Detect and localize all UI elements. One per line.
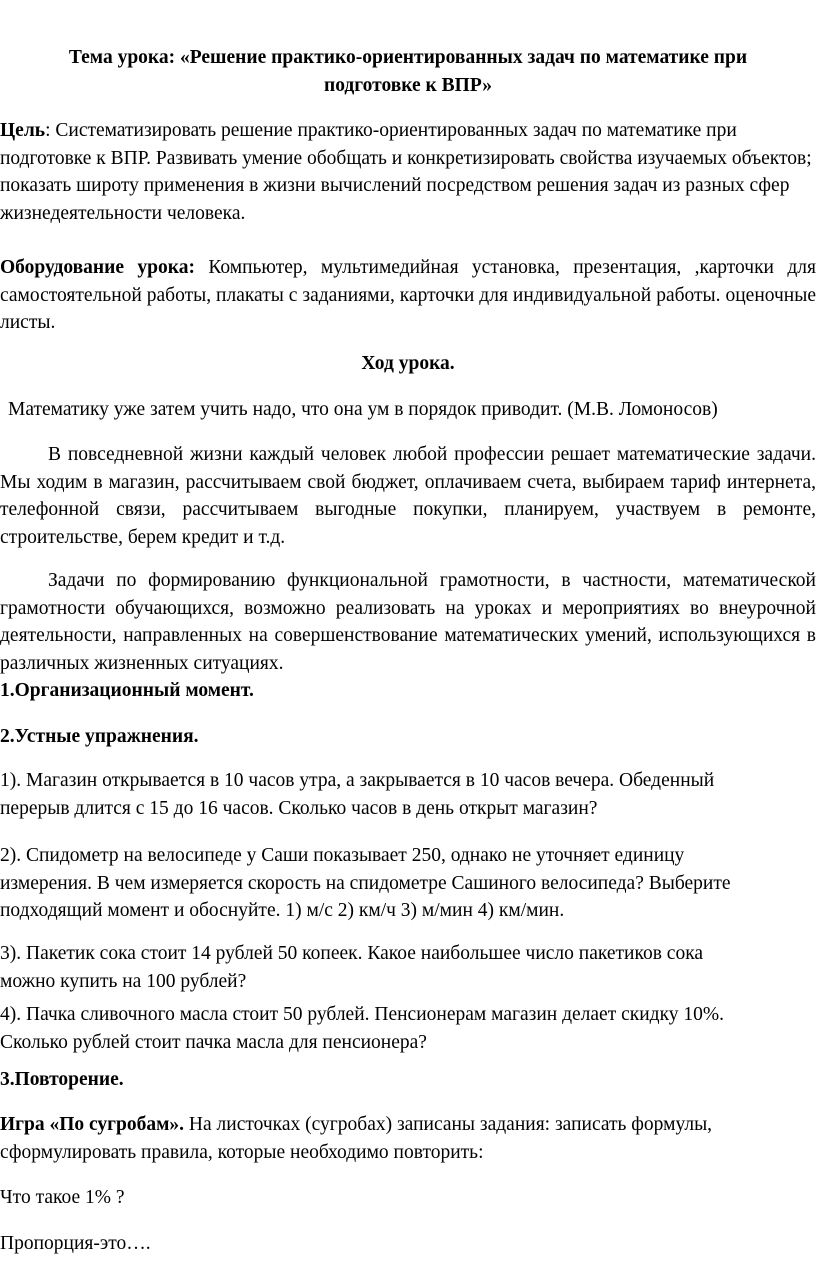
lesson-title-line-2: подготовке к ВПР» — [324, 74, 492, 96]
exercise-4-line-2: Сколько рублей стоит пачка масла для пенсионера? — [0, 1031, 427, 1053]
exercise-3-line-2: можно купить на 100 рублей? — [0, 970, 247, 992]
exercise-1-line-1: 1). Магазин открывается в 10 часов утра, а закрывается в 10 часов вечера. Обеденный — [0, 770, 715, 791]
exercise-4 — [0, 1001, 816, 1056]
section-oral-exercises: 2.Устные упражнения. — [0, 726, 199, 747]
equipment-label: Оборудование урока: — [0, 257, 195, 278]
question-percent: Что такое 1% ? — [0, 1187, 125, 1208]
goal-text: : Систематизировать решение практико-ориентированных задач по математике при подготовке к ВПР. Развивать умение обобщать и конкретизировать свойства изучаемых объектов; показать широту применения в жизни вычислений посредством решения задач из разных сфер жизнедеятельности человека. — [0, 120, 812, 224]
epigraph: Математику уже затем учить надо, что она ум в порядок приводит. (М.В. Ломоносов) — [8, 399, 718, 420]
intro-paragraph: В повседневной жизни каждый человек любой профессии решает математические задачи. Мы ходим в магазин, рассчитываем свой бюджет, оплачиваем счета, выбираем тариф интернета, телефонной связи, рассчитываем выгодные покупки, планируем, участвуем в ремонте, строительстве, берем кредит и т.д. — [0, 444, 816, 548]
exercise-1 — [0, 767, 816, 822]
goal-label: Цель — [0, 120, 46, 141]
exercise-2-line-1: 2). Спидометр на велосипеде у Саши показывает 250, однако не уточняет единицу — [0, 845, 685, 866]
exercise-3 — [0, 940, 816, 995]
exercise-4-line-1: 4). Пачка сливочного масла стоит 50 рублей. Пенсионерам магазин делает скидку 10%. — [0, 1004, 725, 1025]
exercise-2-line-3: подходящий момент и обоснуйте. 1) м/с 2) км/ч 3) м/мин 4) км/мин. — [0, 900, 565, 921]
equipment-text: Компьютер, мультимедийная установка, презентация, ,карточки для самостоятельной работы, плакаты с заданиями, карточки для индивидуальной работы. оценочные листы. — [0, 257, 816, 333]
game-line-1 — [0, 1111, 816, 1139]
section-organizational-moment: 1.Организационный момент. — [0, 680, 254, 701]
goal-paragraph — [0, 117, 816, 227]
game-label: Игра «По сугробам». — [0, 1114, 185, 1135]
lesson-progress-heading: Ход урока. — [361, 353, 455, 374]
exercise-2 — [0, 842, 816, 925]
literacy-paragraph: Задачи по формированию функциональной грамотности, в частности, математической грамотности обучающихся, возможно реализовать на уроках и мероприятиях во внеурочной деятельности, направленных на совершенствование математических умений, использующихся в различных жизненных ситуациях. — [0, 570, 816, 674]
exercise-1-line-2: перерыв длится с 15 до 16 часов. Сколько часов в день открыт магазин? — [0, 797, 598, 819]
lesson-title-line-1: Тема урока: «Решение практико-ориентированных задач по математике при — [68, 47, 748, 68]
game-paragraph — [0, 1111, 816, 1166]
game-line-2: сформулировать правила, которые необходимо повторить: — [0, 1141, 484, 1163]
exercise-2-line-2: измерения. В чем измеряется скорость на спидометре Сашиного велосипеда? Выберите — [0, 872, 731, 894]
question-proportion: Пропорция-это…. — [0, 1233, 151, 1254]
lesson-title — [0, 44, 816, 99]
equipment-paragraph — [0, 254, 816, 337]
game-text-1: На листочках (сугробах) записаны задания: записать формулы, — [184, 1114, 713, 1135]
exercise-3-line-1: 3). Пакетик сока стоит 14 рублей 50 копеек. Какое наибольшее число пакетиков сока — [0, 943, 704, 964]
section-repetition: 3.Повторение. — [0, 1069, 124, 1090]
